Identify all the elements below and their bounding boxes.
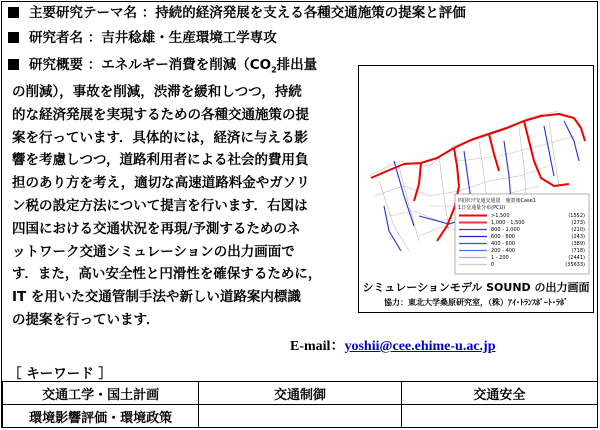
keywords-table [2, 381, 598, 428]
legend-count: (273) [571, 220, 585, 226]
legend-label: 400 - 600 [491, 241, 516, 247]
theme-value: ：持続的経済発展を支える各種交通施策の提案と評価 [141, 5, 466, 21]
researcher-label: 研究者名 [29, 30, 83, 46]
contact-email [290, 335, 496, 355]
summary-line: 四国における交通状況を再現/予測するためのネ [12, 220, 301, 237]
theme-line [8, 4, 466, 22]
summary-line: ン税の設定方法について提言を行います．右図は [12, 197, 308, 214]
summary-line: 案を行っています．具体的には，経済に与える影 [12, 129, 308, 146]
legend-count: (35633) [565, 262, 585, 268]
summary-subscript: 2 [271, 65, 277, 75]
legend-count: (1552) [568, 213, 585, 219]
researcher-line [8, 29, 277, 47]
figure-credit: 協力：東北大学桑原研究室，（株）ｱｲ･ﾄﾗﾝｽﾎﾟｰﾄ･ﾗﾎﾞ [384, 298, 568, 307]
keywords-title: ［ キーワード ］ [8, 366, 112, 382]
keyword-cell: 環境影響評価・環境政策 [3, 405, 199, 428]
summary-line: 響を考慮しつつ，道路利用者による社会的費用負 [12, 152, 309, 169]
square-bullet-icon [8, 7, 19, 18]
keyword-cell: 交通制御 [199, 382, 401, 405]
summary-line: の削減），事故を削減，渋滞を緩和しつつ，持続 [12, 84, 302, 100]
square-bullet-icon [8, 59, 19, 70]
legend-count: (243) [571, 234, 585, 240]
legend-title: 四国ﾘﾝｸ交通交通量 施策後Case1 [458, 198, 536, 204]
researcher-value: ：吉井稔雄・生産環境工学専攻 [87, 30, 277, 46]
email-label: E-mail： [290, 339, 345, 354]
summary-paragraph [12, 81, 354, 332]
legend-count: (210) [571, 227, 585, 233]
keyword-cell [199, 405, 401, 428]
summary-line: の提案を行っています． [12, 311, 160, 328]
legend-label: 200 - 400 [491, 248, 516, 254]
legend-label: 600 - 800 [491, 234, 516, 240]
legend-count: (389) [571, 241, 585, 247]
legend-subtitle: 1日交通量分布(PCU) [458, 205, 506, 211]
simulation-figure [358, 65, 594, 313]
theme-label: 主要研究テーマ名 [29, 5, 137, 21]
table-row [3, 405, 598, 428]
summary-label: 研究概要 [29, 57, 83, 73]
summary-suffix: 排出量 [276, 57, 318, 73]
summary-line: 担のあり方を考え，適切な高速道路料金やガソリ [12, 175, 310, 192]
summary-heading-line [8, 56, 317, 80]
keyword-cell: 交通工学・国土計画 [3, 382, 199, 405]
summary-line: 的な経済発展を実現するための各種交通施策の提 [12, 106, 309, 123]
shikoku-network-map [359, 66, 593, 276]
legend-label: >1,500 [491, 213, 510, 219]
legend-label: 1 - 200 [491, 255, 509, 261]
table-row [3, 382, 598, 405]
figure-caption: シミュレーションモデル SOUND の出力画面 [362, 281, 590, 294]
legend-label: 0 [491, 262, 495, 268]
summary-line: IT を用いた交通管制手法や新しい道路案内標識 [12, 289, 301, 306]
summary-line: ットワーク交通シミュレーションの出力画面で [12, 243, 295, 260]
legend-count: (2441) [568, 255, 585, 261]
legend-label: 1,000 - 1,500 [491, 220, 525, 226]
email-link[interactable]: yoshii@cee.ehime-u.ac.jp [344, 339, 496, 354]
legend-label: 800 - 1,000 [491, 227, 520, 233]
square-bullet-icon [8, 32, 19, 43]
map-legend [455, 194, 589, 274]
summary-prefix: ：エネルギー消費を削減（CO [87, 57, 272, 73]
summary-line: す．また，高い安全性と円滑性を確保するために， [12, 266, 322, 283]
keyword-cell: 交通安全 [401, 382, 597, 405]
legend-count: (718) [571, 248, 585, 254]
keyword-cell [401, 405, 597, 428]
